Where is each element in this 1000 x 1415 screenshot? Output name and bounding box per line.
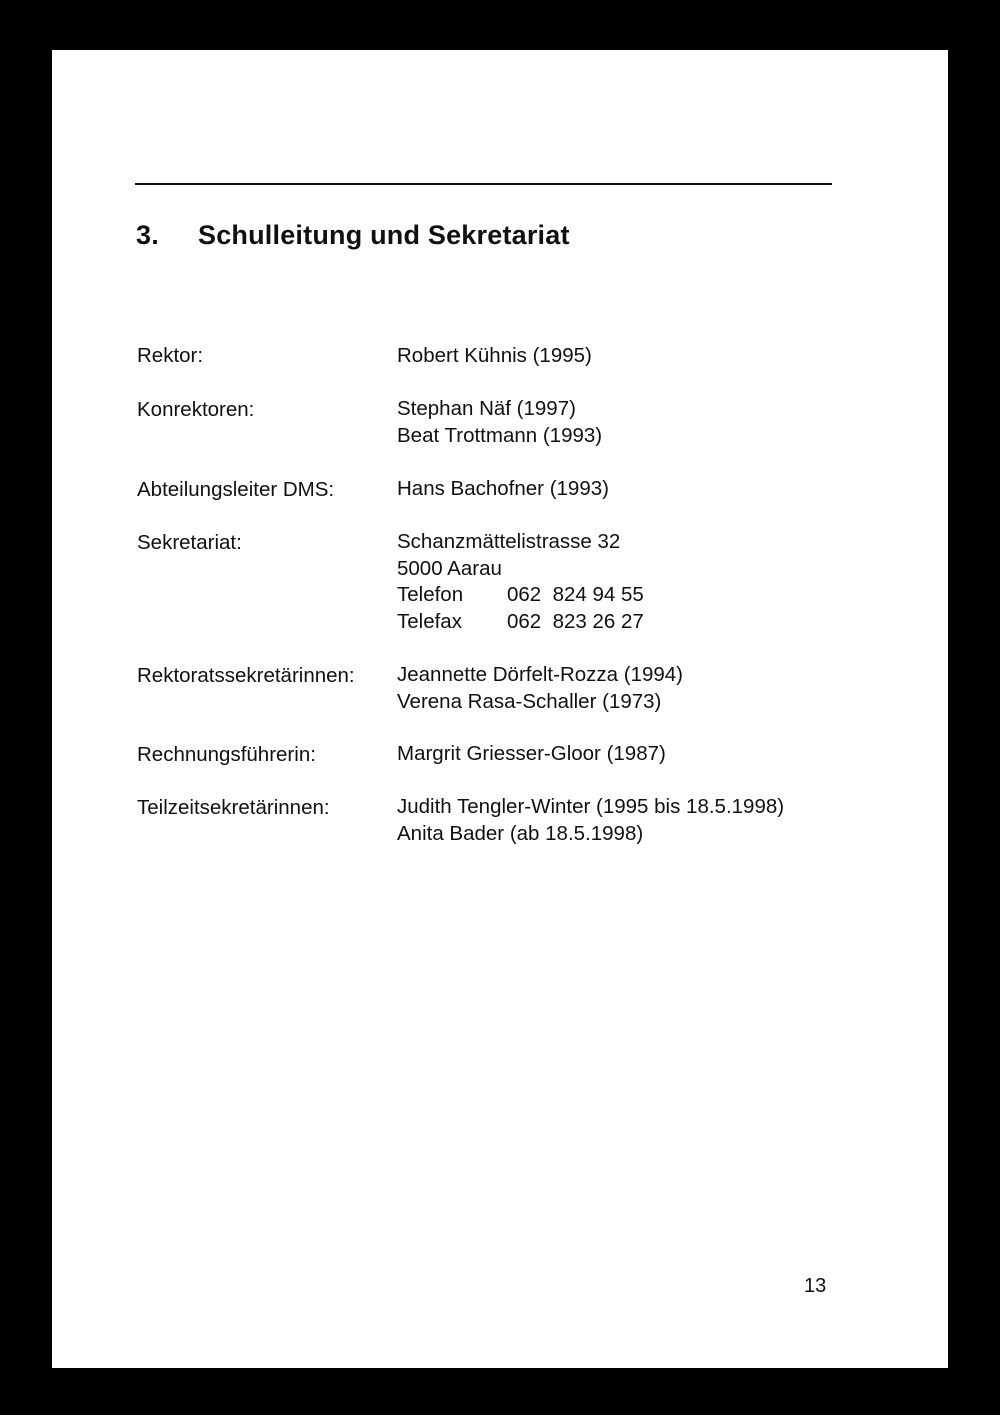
- value-konrektoren: [397, 396, 602, 449]
- address-street: Schanzmättelistrasse 32: [397, 530, 621, 553]
- label-sekretariat: Sekretariat:: [137, 531, 242, 554]
- section-title: Schulleitung und Sekretariat: [198, 220, 570, 250]
- fax-line: [397, 609, 644, 636]
- value-line: Robert Kühnis (1995): [397, 344, 592, 367]
- value-sekretariat: [397, 529, 644, 635]
- phone-number: 062 824 94 55: [507, 583, 644, 606]
- value-line: Jeannette Dörfelt-Rozza (1994): [397, 663, 684, 686]
- value-line: Hans Bachofner (1993): [397, 477, 609, 500]
- section-heading: [136, 220, 570, 251]
- phone-label: Telefon: [397, 583, 464, 606]
- value-line: Stephan Näf (1997): [397, 397, 576, 420]
- fax-number: 062 823 26 27: [507, 609, 644, 633]
- value-line: Beat Trottmann (1993): [397, 423, 603, 447]
- label-abteilungsleiter: Abteilungsleiter DMS:: [137, 478, 335, 501]
- value-rektoratssekretaerinnen: [397, 662, 683, 715]
- address-city: 5000 Aarau: [397, 556, 502, 580]
- document-page: [52, 50, 948, 1368]
- label-teilzeitsekretaerinnen: Teilzeitsekretärinnen:: [137, 796, 330, 819]
- value-line: Margrit Griesser-Gloor (1987): [397, 742, 666, 765]
- value-rektor: [397, 343, 592, 370]
- phone-line: [397, 582, 644, 609]
- value-rechnungsfuehrerin: [397, 741, 666, 768]
- label-rechnungsfuehrerin: Rechnungsführerin:: [137, 743, 316, 766]
- heading-rule: [135, 183, 832, 185]
- label-rektoratssekretaerinnen: Rektoratssekretärinnen:: [137, 664, 355, 687]
- value-abteilungsleiter: [397, 476, 609, 503]
- page-number: 13: [804, 1275, 827, 1297]
- value-line: Judith Tengler-Winter (1995 bis 18.5.1998): [397, 795, 785, 818]
- value-line: Anita Bader (ab 18.5.1998): [397, 821, 644, 845]
- label-rektor: Rektor:: [137, 344, 204, 367]
- section-number: 3.: [136, 220, 159, 250]
- value-line: Verena Rasa-Schaller (1973): [397, 689, 662, 713]
- value-teilzeitsekretaerinnen: [397, 794, 784, 847]
- label-konrektoren: Konrektoren:: [137, 398, 255, 421]
- fax-label: Telefax: [397, 609, 462, 633]
